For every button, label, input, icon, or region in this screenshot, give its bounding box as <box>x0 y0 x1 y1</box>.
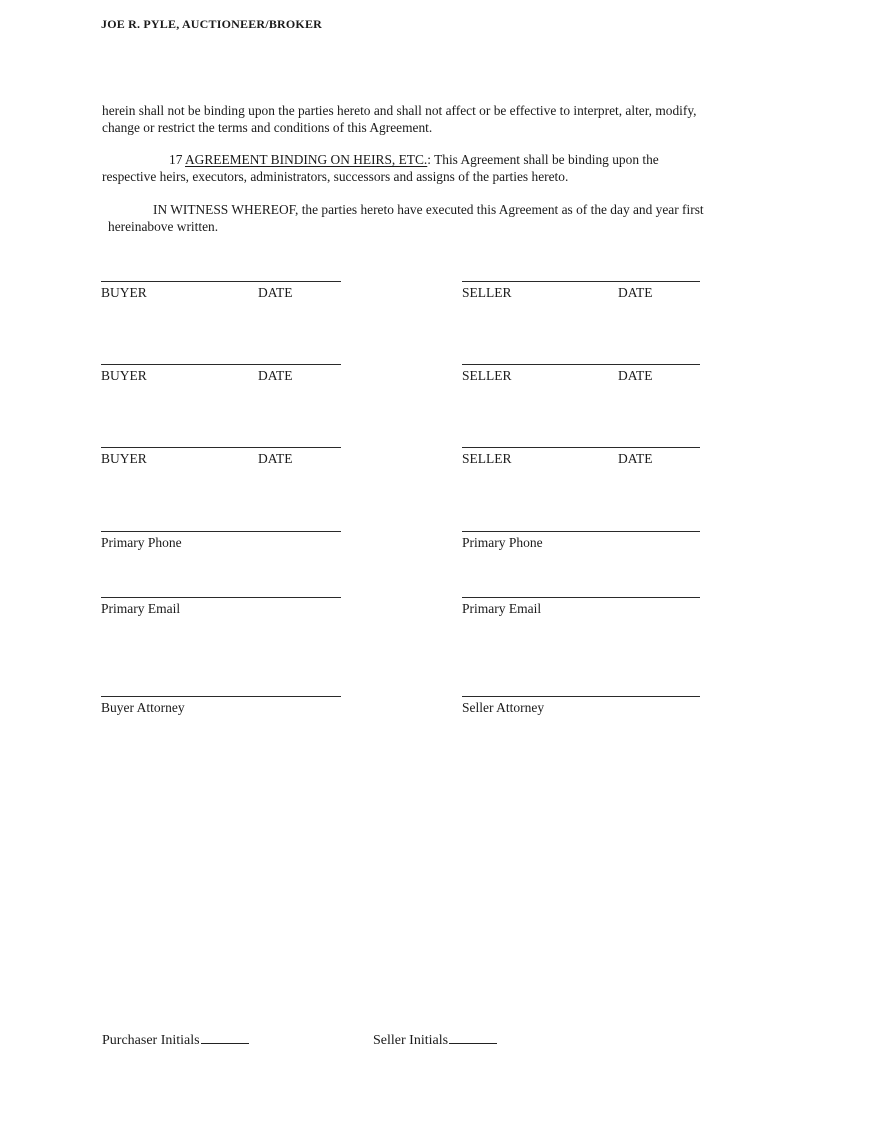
paragraph-line: IN WITNESS WHEREOF, the parties hereto have executed this Agreement as of the day and year first <box>153 202 704 217</box>
broker-header: JOE R. PYLE, AUCTIONEER/BROKER <box>101 17 323 31</box>
signature-row-3 <box>0 447 877 489</box>
date-label: DATE <box>258 368 293 383</box>
seller-label: SELLER <box>462 285 512 300</box>
attorney-row <box>0 696 877 738</box>
buyer-label: BUYER <box>101 368 147 383</box>
buyer-signature-line-1 <box>101 281 341 282</box>
seller-initials-blank <box>449 1030 497 1044</box>
paragraph-line: change or restrict the terms and conditions of this Agreement. <box>102 119 433 135</box>
paragraph-line <box>102 152 659 169</box>
paragraph-binding-tail <box>102 103 697 136</box>
buyer-phone-block <box>101 531 341 551</box>
seller-signature-line-3 <box>462 447 700 448</box>
buyer-signature-block-2 <box>101 364 341 384</box>
primary-phone-label: Primary Phone <box>462 535 543 550</box>
buyer-signature-block-1 <box>101 281 341 301</box>
date-label: DATE <box>618 285 653 300</box>
seller-phone-line <box>462 531 700 532</box>
primary-email-row <box>0 597 877 639</box>
paragraph-line: hereinabove written. <box>108 218 219 234</box>
buyer-label: BUYER <box>101 451 147 466</box>
buyer-phone-line <box>101 531 341 532</box>
seller-attorney-label: Seller Attorney <box>462 700 545 715</box>
buyer-attorney-line <box>101 696 341 697</box>
seller-signature-line-1 <box>462 281 700 282</box>
buyer-signature-block-3 <box>101 447 341 467</box>
buyer-email-line <box>101 597 341 598</box>
date-label: DATE <box>618 451 653 466</box>
seller-signature-block-3 <box>462 447 700 467</box>
paragraph-witness <box>102 202 704 235</box>
seller-label: SELLER <box>462 368 512 383</box>
signature-row-2 <box>0 364 877 406</box>
date-label: DATE <box>258 451 293 466</box>
seller-email-block <box>462 597 700 617</box>
seller-signature-line-2 <box>462 364 700 365</box>
buyer-attorney-block <box>101 696 341 716</box>
buyer-email-block <box>101 597 341 617</box>
seller-email-line <box>462 597 700 598</box>
paragraph-line: herein shall not be binding upon the parties hereto and shall not affect or be effective to interpret, alter, modify, <box>102 103 697 118</box>
seller-signature-block-2 <box>462 364 700 384</box>
primary-email-label: Primary Email <box>101 601 181 616</box>
buyer-signature-line-2 <box>101 364 341 365</box>
buyer-attorney-label: Buyer Attorney <box>101 700 185 715</box>
primary-phone-row <box>0 531 877 573</box>
seller-attorney-block <box>462 696 700 716</box>
clause-body: : This Agreement shall be binding upon the <box>427 152 659 167</box>
buyer-signature-line-3 <box>101 447 341 448</box>
seller-label: SELLER <box>462 451 512 466</box>
primary-email-label: Primary Email <box>462 601 542 616</box>
primary-phone-label: Primary Phone <box>101 535 182 550</box>
seller-phone-block <box>462 531 700 551</box>
paragraph-line: respective heirs, executors, administrators, successors and assigns of the parties hereto. <box>102 168 569 184</box>
signature-row-1 <box>0 281 877 323</box>
seller-signature-block-1 <box>462 281 700 301</box>
date-label: DATE <box>258 285 293 300</box>
seller-attorney-line <box>462 696 700 697</box>
clause-heading: AGREEMENT BINDING ON HEIRS, ETC. <box>185 152 428 167</box>
date-label: DATE <box>618 368 653 383</box>
purchaser-initials-blank <box>201 1030 249 1044</box>
paragraph-clause-17 <box>102 152 659 185</box>
buyer-label: BUYER <box>101 285 147 300</box>
purchaser-initials-label: Purchaser Initials <box>102 1033 200 1048</box>
seller-initials-label: Seller Initials <box>373 1033 449 1048</box>
clause-number: 17 <box>169 152 185 167</box>
purchaser-initials <box>102 1030 249 1049</box>
seller-initials <box>373 1030 497 1049</box>
